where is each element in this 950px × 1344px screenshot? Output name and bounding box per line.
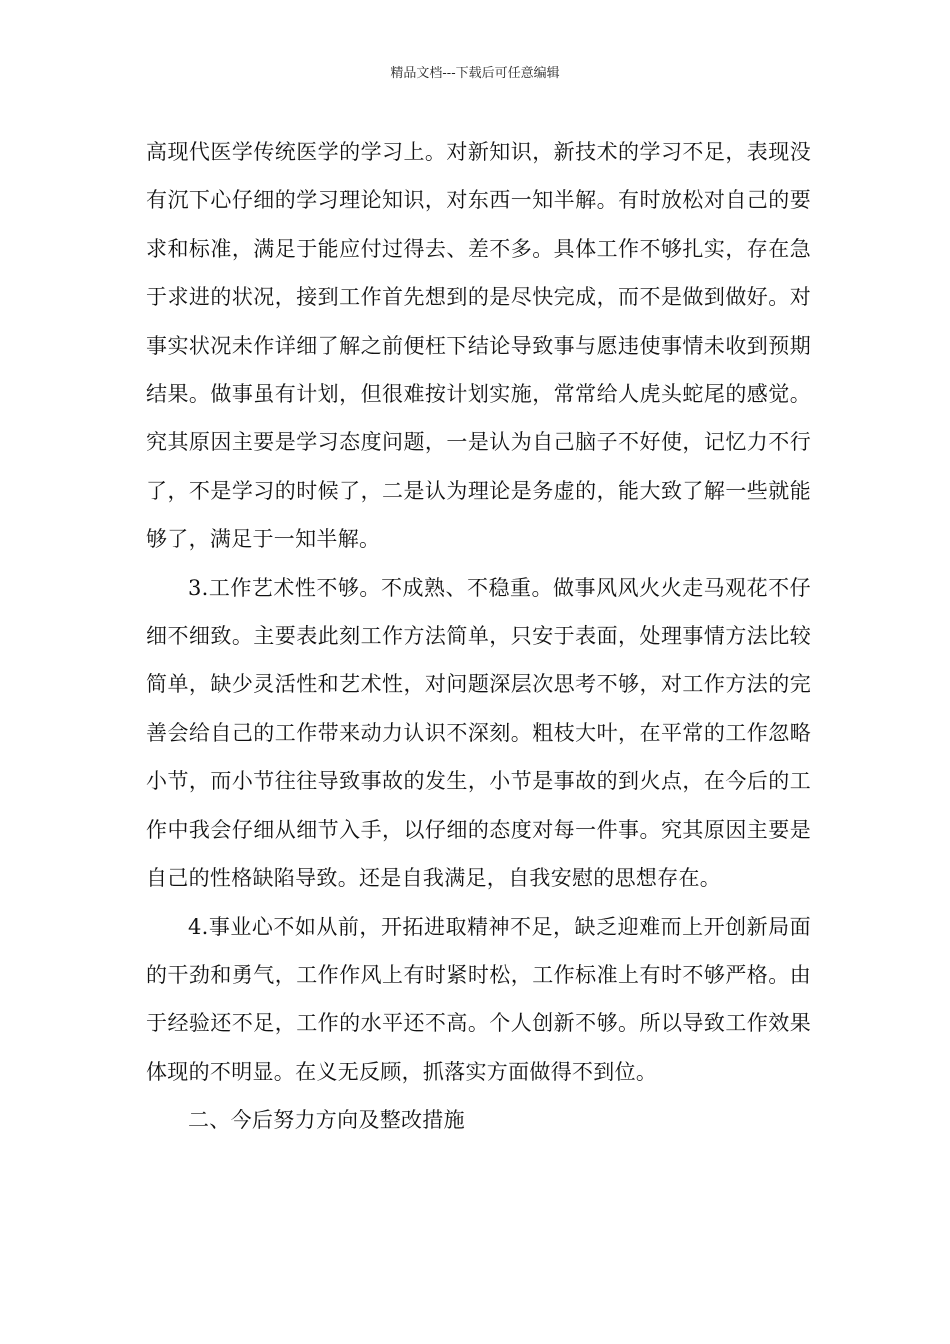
- paragraph-1: 高现代医学传统医学的学习上。对新知识，新技术的学习不足，表现没有沉下心仔细的学习理论知识，对东西一知半解。有时放松对自己的要求和标准，满足于能应付过得去、差不多。具体工作不够扎实，存在急于求进的状况，接到工作首先想到的是尽快完成，而不是做到做好。对事实状况未作详细了解之前便枉下结论导致事与愿违使事情未收到预期结果。做事虽有计划，但很难按计划实施，常常给人虎头蛇尾的感觉。究其原因主要是学习态度问题，一是认为自己脑子不好使，记忆力不行了，不是学习的时候了，二是认为理论是务虚的，能大致了解一些就能够了，满足于一知半解。: [146, 140, 811, 552]
- section-heading: 二、今后努力方向及整改措施: [188, 1108, 465, 1133]
- paragraph-3: 4.事业心不如从前，开拓进取精神不足，缺乏迎难而上开创新局面的干劲和勇气，工作作风上有时紧时松，工作标准上有时不够严格。由于经验还不足，工作的水平还不高。个人创新不够。所以导致工作效果体现的不明显。在义无反顾，抓落实方面做得不到位。: [146, 914, 811, 1084]
- page-header: 精品文档---下载后可任意编辑: [390, 66, 560, 81]
- paragraph-2: 3.工作艺术性不够。不成熟、不稳重。做事风风火火走马观花不仔细不细致。主要表此刻工作方法简单，只安于表面，处理事情方法比较简单，缺少灵活性和艺术性，对问题深层次思考不够，对工作方法的完善会给自己的工作带来动力认识不深刻。粗枝大叶，在平常的工作忽略小节，而小节往往导致事故的发生，小节是事故的到火点，在今后的工作中我会仔细从细节入手，以仔细的态度对每一件事。究其原因主要是自己的性格缺陷导致。还是自我满足，自我安慰的思想存在。: [146, 575, 811, 891]
- document-body: [146, 128, 811, 1145]
